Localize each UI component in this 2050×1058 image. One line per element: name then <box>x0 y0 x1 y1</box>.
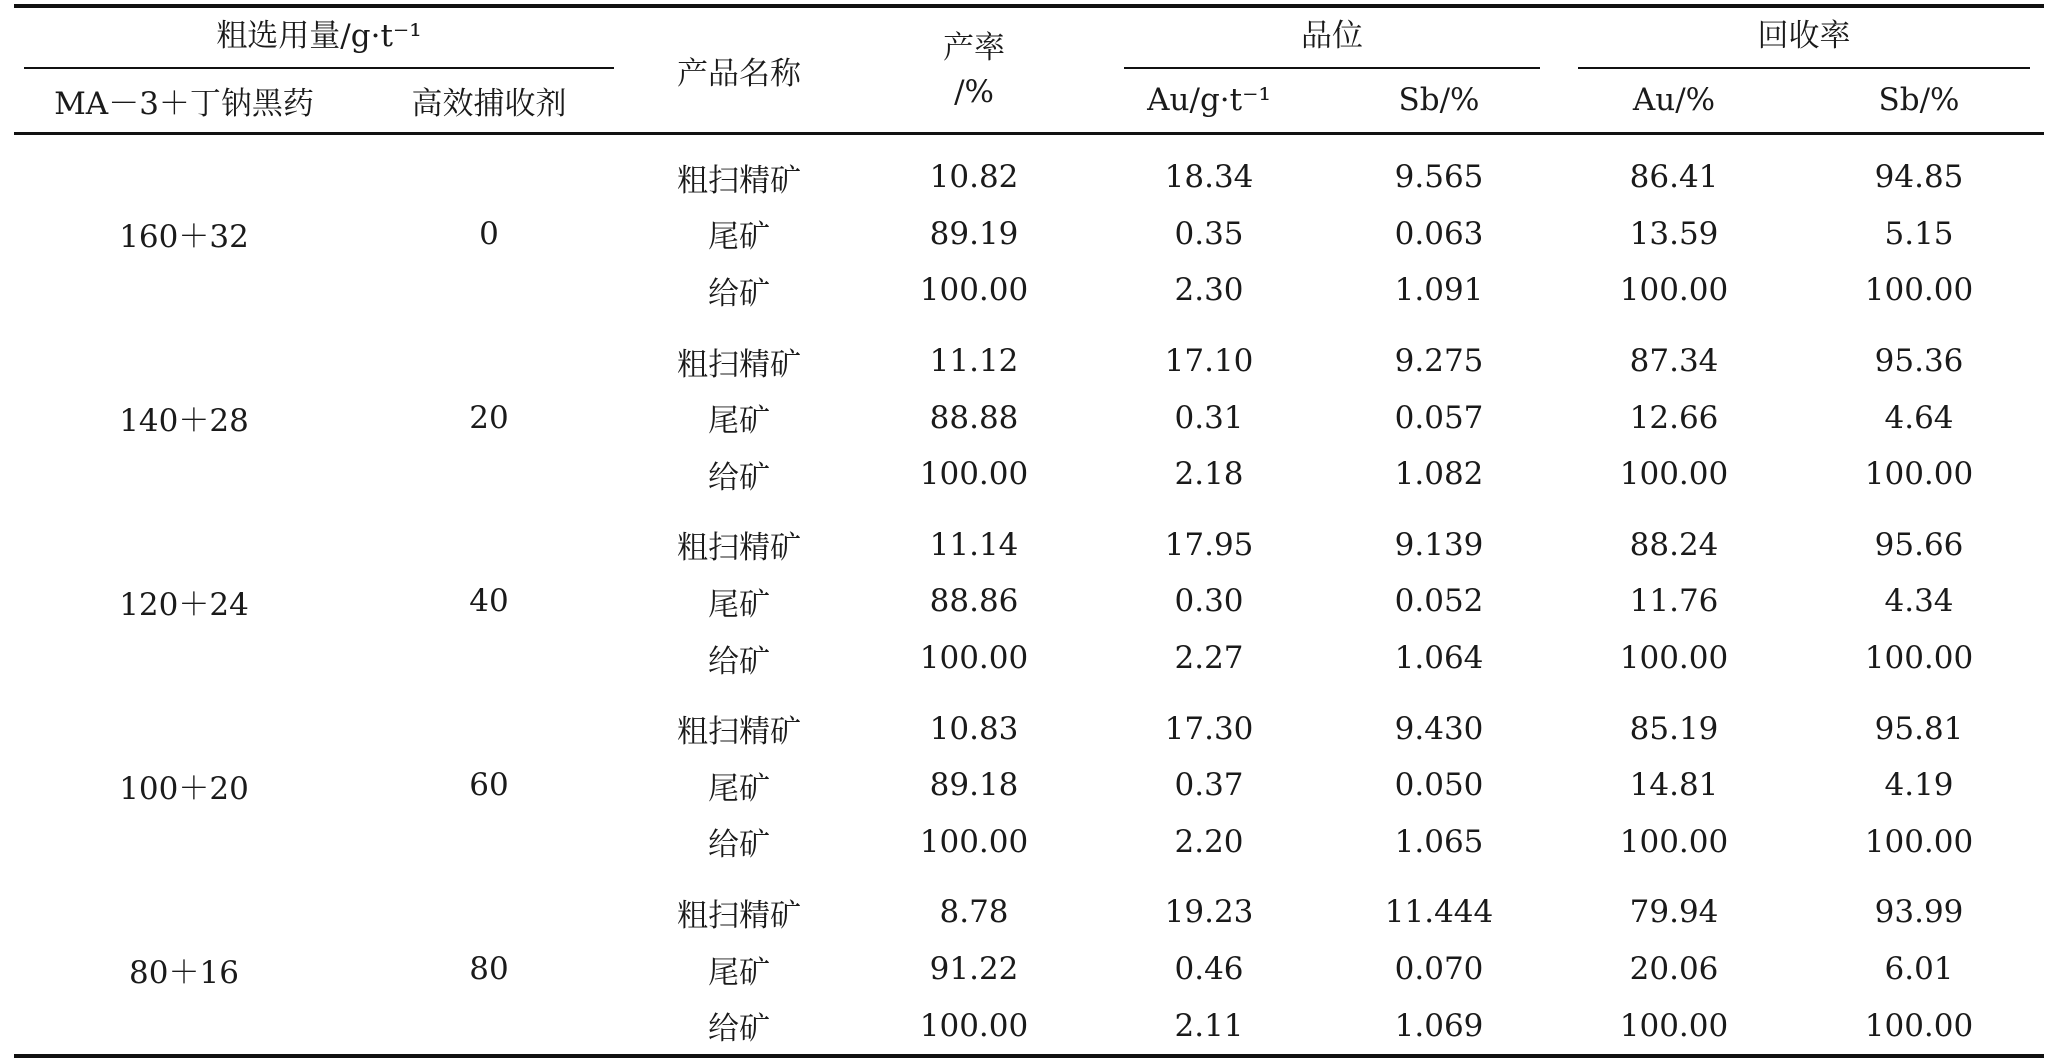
grade-sb-cell: 1.064 <box>1394 640 1484 677</box>
product-cell: 给矿 <box>708 459 771 496</box>
table-row <box>14 319 2044 390</box>
recovery-sb-cell: 100.00 <box>1864 272 1974 309</box>
table-row <box>14 503 2044 574</box>
flotation-results-table <box>14 4 2044 1058</box>
grade-group-header-cell <box>1094 6 1554 68</box>
grade-au-header: Au/g·t⁻¹ <box>1094 68 1324 134</box>
product-cell: 给矿 <box>708 275 771 312</box>
grade-au-cell: 18.34 <box>1164 159 1254 196</box>
recovery-sb-cell: 100.00 <box>1864 823 1974 860</box>
grade-sb-cell: 9.139 <box>1394 526 1484 563</box>
recovery-group-header: 回收率 <box>1578 7 2030 69</box>
yield-cell: 100.00 <box>919 456 1029 493</box>
ma3-dosage-cell: 140＋28 <box>119 403 249 440</box>
recovery-sb-cell: 94.85 <box>1874 159 1964 196</box>
product-cell: 尾矿 <box>708 403 771 440</box>
table-row <box>14 870 2044 941</box>
yield-cell: 10.82 <box>929 159 1019 196</box>
recovery-sb-cell: 95.81 <box>1874 710 1964 747</box>
yield-cell: 8.78 <box>939 894 1009 931</box>
grade-sb-cell: 1.091 <box>1394 272 1484 309</box>
grade-sb-cell: 0.070 <box>1394 951 1484 988</box>
dosage-group-header: 粗选用量/g·t⁻¹ <box>24 7 614 69</box>
collector-dosage-cell: 80 <box>354 870 624 1056</box>
yield-header <box>854 6 1094 134</box>
recovery-au-cell: 87.34 <box>1629 343 1719 380</box>
table-body <box>14 134 2044 1056</box>
yield-cell: 91.22 <box>929 951 1019 988</box>
yield-cell: 100.00 <box>919 823 1029 860</box>
recovery-au-cell: 14.81 <box>1629 767 1719 804</box>
recovery-sb-cell: 100.00 <box>1864 640 1974 677</box>
collector-dosage-cell: 0 <box>479 215 499 252</box>
grade-au-cell: 0.37 <box>1174 767 1244 804</box>
recovery-sb-cell: 4.34 <box>1884 583 1954 620</box>
collector-header: 高效捕收剂 <box>354 68 624 134</box>
grade-sb-cell: 0.057 <box>1394 399 1484 436</box>
ma3-header: MA－3＋丁钠黑药 <box>14 68 354 134</box>
recovery-group-header-cell <box>1554 6 2044 68</box>
collector-dosage-cell: 60 <box>469 767 509 804</box>
yield-cell: 11.12 <box>929 343 1019 380</box>
yield-header-line1: 产率 <box>943 30 1006 66</box>
recovery-sb-cell: 93.99 <box>1874 894 1964 931</box>
ma3-dosage-cell: 160＋32 <box>119 219 249 256</box>
collector-dosage-cell: 40 <box>469 583 509 620</box>
recovery-sb-cell: 95.36 <box>1874 343 1964 380</box>
ma3-dosage-cell: 100＋20 <box>119 770 249 807</box>
recovery-au-cell: 88.24 <box>1629 526 1719 563</box>
grade-sb-cell: 1.082 <box>1394 456 1484 493</box>
grade-sb-cell: 0.063 <box>1394 215 1484 252</box>
product-cell: 给矿 <box>708 827 771 864</box>
recovery-au-cell: 100.00 <box>1619 823 1729 860</box>
product-cell: 给矿 <box>708 643 771 680</box>
grade-au-cell: 0.30 <box>1174 583 1244 620</box>
yield-cell: 100.00 <box>919 272 1029 309</box>
recovery-sb-cell: 95.66 <box>1874 526 1964 563</box>
product-cell: 尾矿 <box>708 954 771 991</box>
product-name-header: 产品名称 <box>624 6 854 134</box>
table-row <box>14 134 2044 206</box>
product-cell: 给矿 <box>624 997 854 1056</box>
grade-au-cell: 2.27 <box>1174 640 1244 677</box>
grade-sb-cell: 1.065 <box>1394 823 1484 860</box>
recovery-sb-cell: 4.19 <box>1884 767 1954 804</box>
table-row <box>14 686 2044 757</box>
collector-dosage-cell: 20 <box>469 399 509 436</box>
yield-cell: 88.86 <box>929 583 1019 620</box>
product-cell: 粗扫精矿 <box>677 346 802 383</box>
recovery-au-cell: 79.94 <box>1629 894 1719 931</box>
grade-sb-cell: 9.565 <box>1394 159 1484 196</box>
yield-cell: 10.83 <box>929 710 1019 747</box>
recovery-sb-cell: 6.01 <box>1884 951 1954 988</box>
grade-au-cell: 0.46 <box>1174 951 1244 988</box>
recovery-au-cell: 12.66 <box>1629 399 1719 436</box>
dosage-group-header-cell <box>14 6 624 68</box>
grade-au-cell: 17.10 <box>1164 343 1254 380</box>
ma3-dosage-cell: 80＋16 <box>14 870 354 1056</box>
grade-sb-cell: 0.052 <box>1394 583 1484 620</box>
recovery-au-cell: 100.00 <box>1554 997 1794 1056</box>
product-cell: 尾矿 <box>708 219 771 256</box>
product-cell: 尾矿 <box>708 770 771 807</box>
product-cell: 粗扫精矿 <box>677 162 802 199</box>
yield-cell: 11.14 <box>929 526 1019 563</box>
grade-au-cell: 2.11 <box>1094 997 1324 1056</box>
recovery-au-cell: 11.76 <box>1629 583 1719 620</box>
grade-sb-cell: 9.430 <box>1394 710 1484 747</box>
grade-au-cell: 0.31 <box>1174 399 1244 436</box>
grade-sb-header: Sb/% <box>1324 68 1554 134</box>
yield-cell: 100.00 <box>919 640 1029 677</box>
recovery-au-cell: 20.06 <box>1629 951 1719 988</box>
product-cell: 粗扫精矿 <box>677 897 802 934</box>
recovery-au-cell: 100.00 <box>1619 640 1729 677</box>
recovery-sb-cell: 100.00 <box>1794 997 2044 1056</box>
grade-sb-cell: 1.069 <box>1324 997 1554 1056</box>
recovery-au-cell: 13.59 <box>1629 215 1719 252</box>
grade-au-cell: 0.35 <box>1174 215 1244 252</box>
grade-group-header: 品位 <box>1124 7 1540 69</box>
yield-cell: 100.00 <box>854 997 1094 1056</box>
recovery-sb-cell: 5.15 <box>1884 215 1954 252</box>
product-cell: 尾矿 <box>708 586 771 623</box>
product-cell: 粗扫精矿 <box>677 530 802 567</box>
ma3-dosage-cell: 120＋24 <box>119 586 249 623</box>
grade-au-cell: 2.30 <box>1174 272 1244 309</box>
grade-au-cell: 17.30 <box>1164 710 1254 747</box>
yield-cell: 88.88 <box>929 399 1019 436</box>
grade-au-cell: 2.18 <box>1174 456 1244 493</box>
recovery-sb-header: Sb/% <box>1794 68 2044 134</box>
recovery-sb-cell: 100.00 <box>1864 456 1974 493</box>
yield-cell: 89.18 <box>929 767 1019 804</box>
grade-au-cell: 17.95 <box>1164 526 1254 563</box>
grade-au-cell: 19.23 <box>1164 894 1254 931</box>
recovery-au-cell: 86.41 <box>1629 159 1719 196</box>
recovery-au-cell: 85.19 <box>1629 710 1719 747</box>
grade-au-cell: 2.20 <box>1174 823 1244 860</box>
grade-sb-cell: 0.050 <box>1394 767 1484 804</box>
yield-cell: 89.19 <box>929 215 1019 252</box>
product-cell: 粗扫精矿 <box>677 714 802 751</box>
recovery-au-header: Au/% <box>1554 68 1794 134</box>
yield-header-line2: /% <box>954 74 994 110</box>
recovery-au-cell: 100.00 <box>1619 272 1729 309</box>
grade-sb-cell: 9.275 <box>1394 343 1484 380</box>
recovery-sb-cell: 4.64 <box>1884 399 1954 436</box>
recovery-au-cell: 100.00 <box>1619 456 1729 493</box>
grade-sb-cell: 11.444 <box>1384 894 1494 931</box>
